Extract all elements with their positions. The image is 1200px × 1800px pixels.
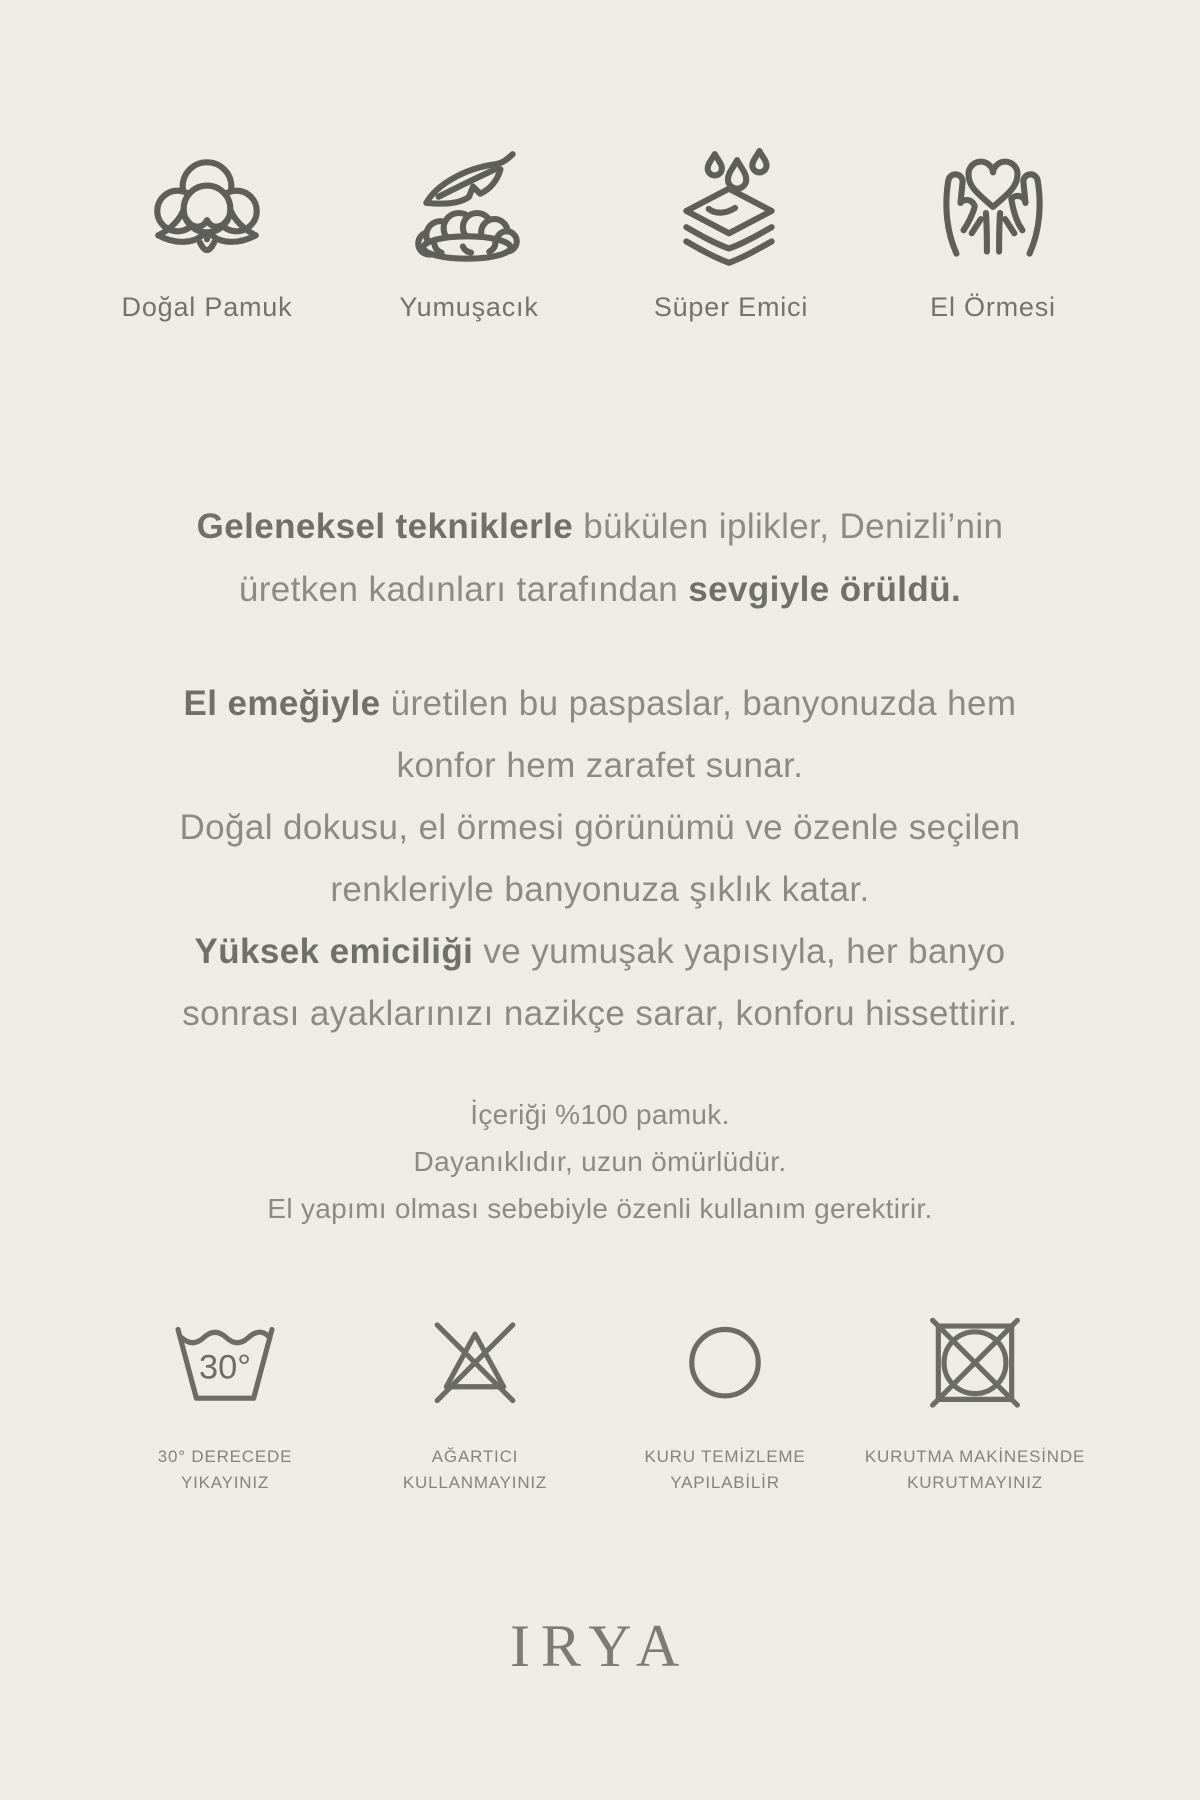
feature-icons-row	[0, 0, 1200, 323]
care-no-bleach	[350, 1302, 600, 1496]
care-label: KURUTMA MAKİNESİNDE KURUTMAYINIZ	[864, 1447, 1086, 1492]
feature-label: Yumuşacık	[399, 292, 539, 322]
irya-logo: IRYA	[510, 1613, 690, 1679]
no-tumble-dry-icon	[912, 1302, 1038, 1428]
cotton-icon	[140, 146, 274, 280]
feather-cloud-icon	[402, 146, 536, 280]
intro-paragraph: Geleneksel tekniklerle bükülen iplikler, Denizli’nin üretken kadınları tarafından sevgiyle örüldü.	[196, 507, 1004, 609]
feature-label: Doğal Pamuk	[121, 292, 293, 322]
care-no-tumble-dry	[850, 1302, 1100, 1496]
no-bleach-icon	[412, 1302, 538, 1428]
care-wash-30	[100, 1302, 350, 1496]
care-symbols-row	[0, 1302, 1200, 1496]
care-label: 30° DERECEDE YIKAYINIZ	[157, 1447, 293, 1492]
hands-heart-icon	[926, 146, 1060, 280]
details-text: İçeriği %100 pamuk. Dayanıklıdır, uzun ömürlüdür. El yapımı olması sebebiyle özenli kullanım gerektirir.	[267, 1099, 933, 1224]
feature-natural-cotton	[76, 146, 338, 323]
feature-softness	[338, 146, 600, 323]
feature-label: Süper Emici	[653, 292, 809, 322]
dry-clean-icon	[662, 1302, 788, 1428]
feature-label: El Örmesi	[930, 292, 1056, 322]
wash-temperature: 30°	[199, 1348, 251, 1387]
care-dry-clean	[600, 1302, 850, 1496]
absorbent-layers-icon	[664, 146, 798, 280]
description-paragraph: El emeğiyle üretilen bu paspaslar, banyonuzda hem konfor hem zarafet sunar. Doğal dokusu, el örmesi görünümü ve özenle seçilen renkleriyle banyonuza şıklık katar. Yüksek emiciliği ve yumuşak yapısıyla, her banyo sonrası ayaklarınızı nazikçe sarar, konforu hissettirir.	[179, 684, 1021, 1033]
wash-30-degrees-icon	[162, 1302, 288, 1428]
care-label: AĞARTICI KULLANMAYINIZ	[402, 1447, 548, 1492]
brand-area	[0, 1612, 1200, 1681]
care-label: KURU TEMİZLEME YAPILABİLİR	[644, 1447, 806, 1492]
feature-absorbency	[600, 146, 862, 323]
feature-handmade	[862, 146, 1124, 323]
